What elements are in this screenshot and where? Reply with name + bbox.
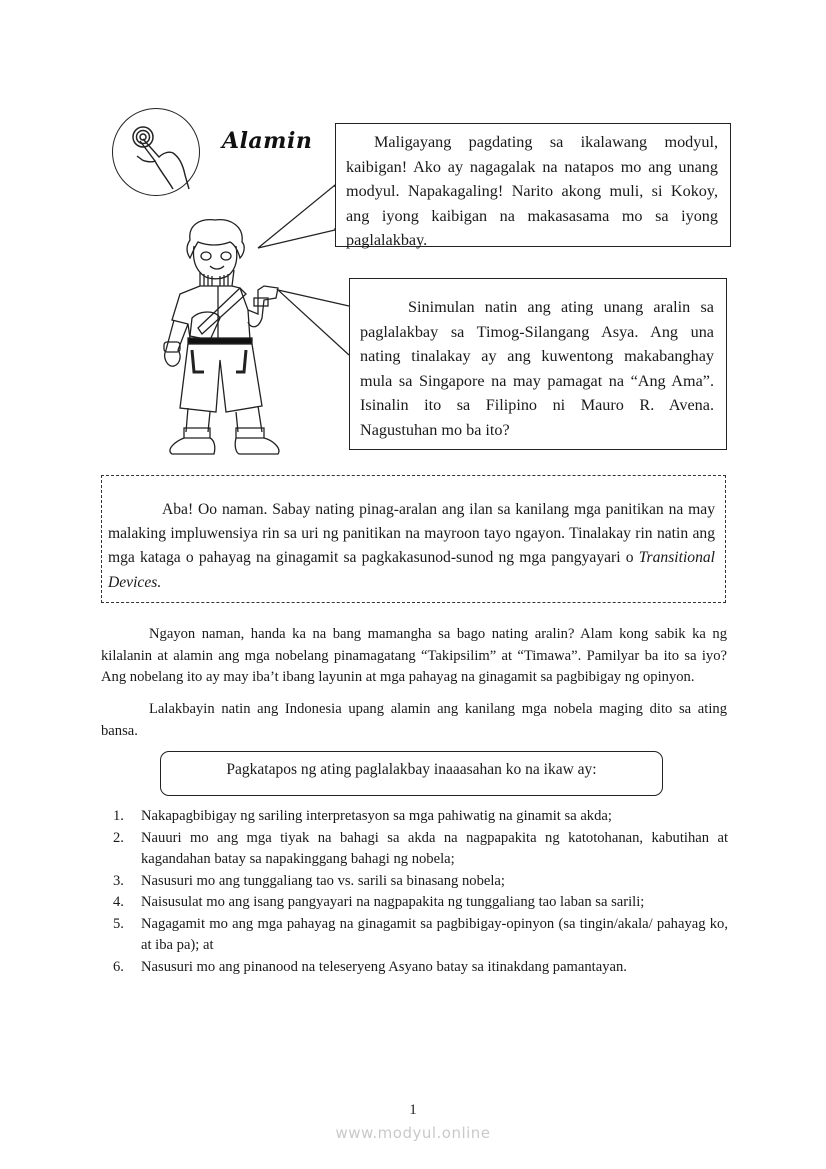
review-speech-bubble	[349, 278, 727, 450]
finger-tap-icon	[112, 108, 200, 196]
intro-speech-bubble	[335, 123, 731, 250]
recap-dashed-box	[101, 475, 726, 603]
recap-text: Aba! Oo naman. Sabay nating pinag-aralan ang ilan sa kanilang mga panitikan na may malaking impluwensiya rin sa uri ng panitikan na mayroon tayo ngayon. Tinalakay rin natin ang mga kataga o pahayag na ginagamit sa pagkakasunod-sunod ng mga pangyayari o Transitional Devices.	[108, 501, 715, 591]
objective-item: 5. Nagagamit mo ang mga pahayag na ginagamit sa pagbibigay-opinyon (sa tingin/akala/ pahayag ko, at iba pa); at	[113, 915, 728, 953]
travel-paragraph: Lalakbayin natin ang Indonesia upang alamin ang kanilang mga nobela maging dito sa ating bansa.	[101, 701, 727, 739]
review-text: Sinimulan natin ang ating unang aralin sa paglalakbay sa Timog-Silangang Asya. Ang una nating tinalakay ay ang kuwentong makabanghay mula sa Singapore na may pamagat na “Ang Ama”. Isinalin ito sa Filipino ni Mauro R. Avena. Nagustuhan mo ba ito?	[360, 298, 714, 439]
objective-item: 4. Naisusulat mo ang isang pangyayari na nagpapakita ng tunggaliang tao laban sa sarili;	[113, 894, 645, 910]
intro-paragraph: Ngayon naman, handa ka na bang mamangha sa bago nating aralin? Alam kong sabik ka ng kilalanin at alamin ang mga nobelang pinamagatang “Takipsilim” at “Timawa”. Pamilyar ba ito sa iyo? Ang nobelang ito ay may iba’t ibang layunin at mga pahayag na ginagamit sa pagbibigay ng opinyon.	[101, 626, 727, 686]
recap-italic-term: Transitional Devices.	[108, 549, 715, 591]
objective-item: 3. Nasusuri mo ang tunggaliang tao vs. sarili sa binasang nobela;	[113, 872, 505, 889]
intro-text: Maligayang pagdating sa ikalawang modyul, kaibigan! Ako ay nagagalak na natapos mo ang unang modyul. Napakagaling! Narito akong muli, si Kokoy, ang iyong kaibigan na makasasama mo sa iyong paglalakbay.	[346, 133, 718, 250]
boy-character-illustration	[140, 210, 300, 460]
objective-item: 2. Nauuri mo ang mga tiyak na bahagi sa akda na nagpapakita ng katotohanan, kabutihan at kagandahan batay sa napakinggang bahagi ng nobela;	[113, 829, 728, 867]
objective-item: 1. Nakapagbibigay ng sariling interpretasyon sa mga pahiwatig na ginamit sa akda;	[113, 808, 612, 824]
page-number: 1	[409, 1102, 417, 1118]
watermark: www.modyul.online	[335, 1124, 491, 1142]
objectives-list	[111, 806, 728, 978]
objective-item: 6. Nasusuri mo ang pinanood na teleseryeng Asyano batay sa itinakdang pamantayan.	[113, 958, 627, 975]
section-title: Alamin	[222, 128, 313, 154]
objectives-heading-box	[160, 751, 663, 796]
objectives-heading: Pagkatapos ng ating paglalakbay inaaasahan ko na ikaw ay:	[226, 761, 597, 778]
